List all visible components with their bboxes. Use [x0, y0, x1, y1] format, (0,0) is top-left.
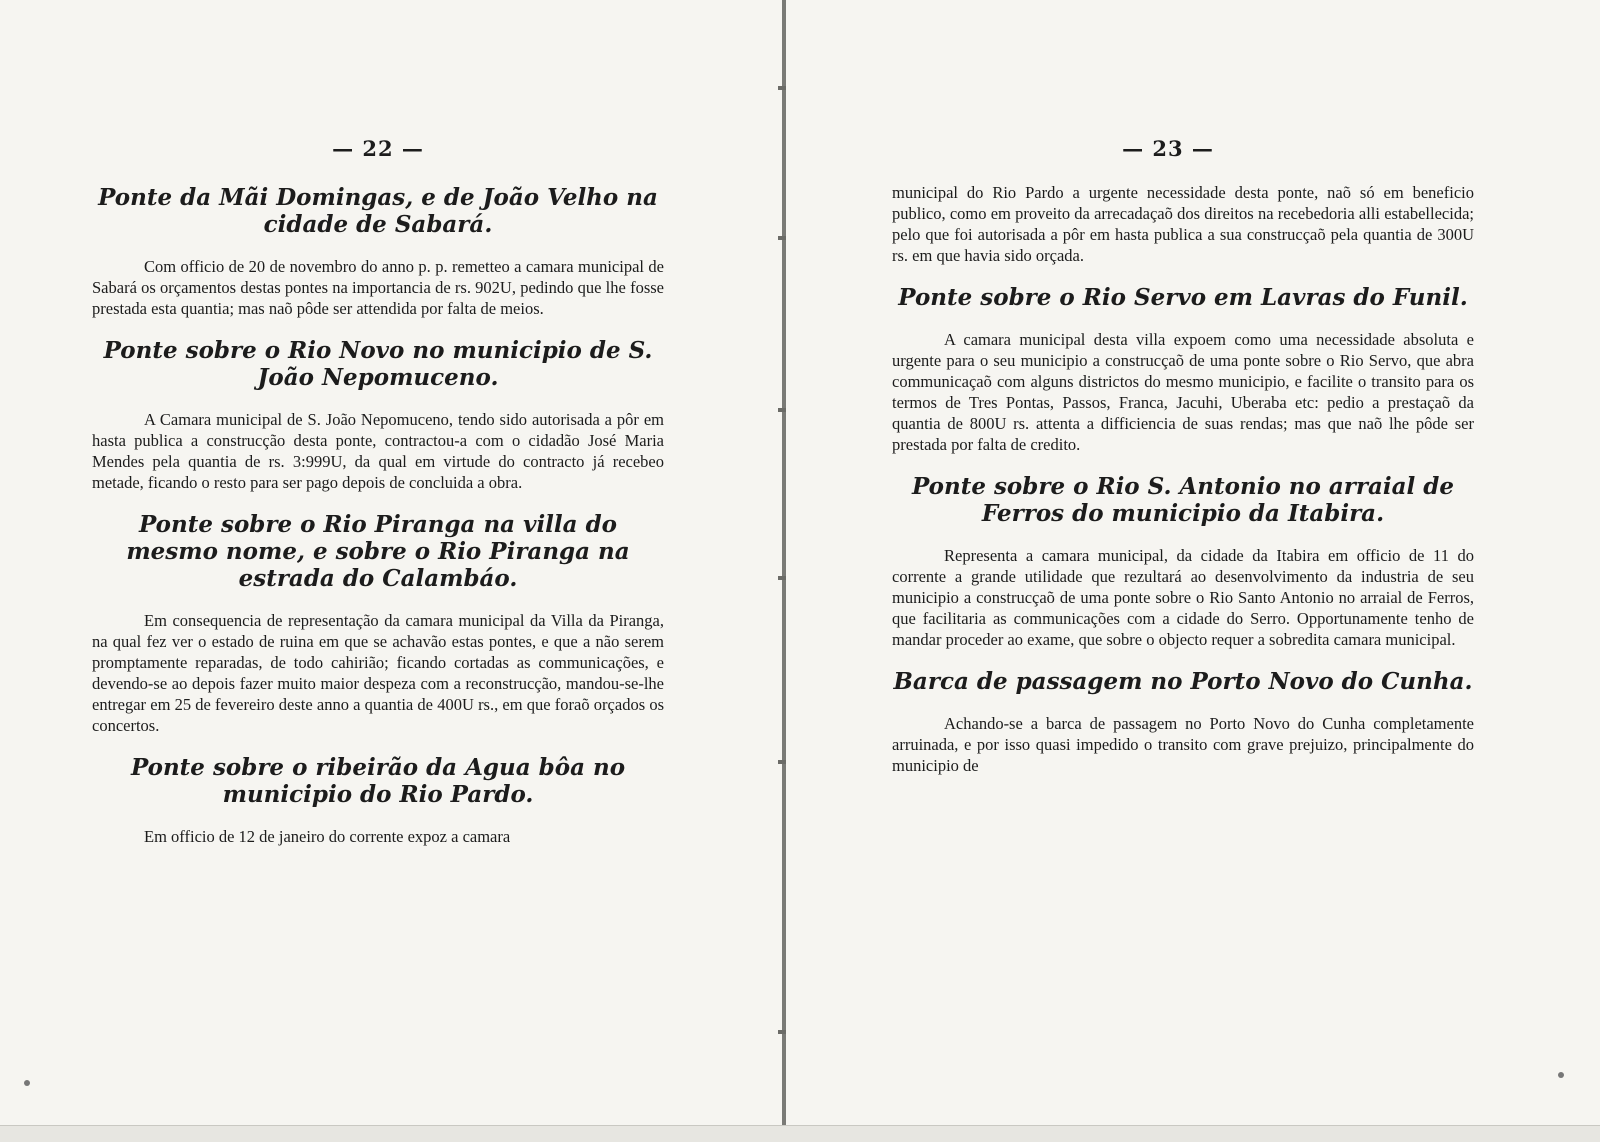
section-body: A camara municipal desta villa expoem como uma necessidade absoluta e urgente para o seu municipio a construcçaõ de uma ponte sobre o Rio Servo, que abra communicaçaõ com alguns districtos do mesmo municipio, e facilite o transito para os termos de Tres Pontas, Passos, Franca, Jacuhi, Uberaba etc: pedio a prestaçaõ da quantia de 800U rs. attenta a difficiencia de suas rendas; mas que naõ lhe pôde ser prestada por falta de credito. — [892, 330, 1474, 454]
left-page-text — [92, 184, 664, 865]
right-page-number: — 23 — — [1122, 136, 1214, 161]
right-page-text — [892, 182, 1474, 794]
speck — [24, 1080, 30, 1086]
section-body: Com officio de 20 de novembro do anno p. p. remetteo a camara municipal de Sabará os orçamentos destas pontes na importancia de rs. 902U, pedindo que lhe fosse prestada esta quantia; mas naõ pôde ser attendida por falta de meios. — [92, 257, 664, 318]
left-page-number: — 22 — — [332, 136, 424, 161]
section-body: A Camara municipal de S. João Nepomuceno, tendo sido autorisada a pôr em hasta publica a construcção desta ponte, contractou-a com o cidadão José Maria Mendes pela quantia de rs. 3:999U, da qual em virtude do contracto já recebeo metade, ficando o resto para ser pago depois de concluida a obra. — [92, 410, 664, 492]
section-body: Representa a camara municipal, da cidade da Itabira em officio de 11 do corrente a grande utilidade que rezultará ao desenvolvimento da industria de seu municipio a construcçaõ de uma ponte sobre o Rio Santo Antonio no arraial de Ferros, que facilitaria as communicações com a cidade do Serro. Opportunamente tenho de mandar proceder ao exame, que sobre o objecto requer a sobredita camara municipal. — [892, 546, 1474, 649]
left-page — [0, 0, 782, 1142]
speck — [1558, 1072, 1564, 1078]
section-heading: Ponte sobre o Rio Servo em Lavras do Funil. — [898, 284, 1468, 311]
section-body: Em officio de 12 de janeiro do corrente expoz a camara — [144, 827, 511, 846]
section-body: Em consequencia de representação da camara municipal da Villa da Piranga, na qual fez ver o estado de ruina em que se achavão estas pontes, e que a não serem promptamente reparadas, de todo cahirião; ficando cortadas as communicações, e devendo-se ao depois fazer muito maior despeza com a reconstrucção, mandou-se-lhe entregar em 25 de fevereiro deste anno a quantia de 400U rs., em que foraõ orçados os concertos. — [92, 611, 664, 735]
continued-paragraph: municipal do Rio Pardo a urgente necessidade desta ponte, naõ só em beneficio publico, como em proveito da arrecadaçaõ dos direitos na recebedoria alli estabellecida; pelo que foi autorisada a pôr em hasta publica a sua construcçaõ pela quantia de 300U rs. em que havia sido orçada. — [892, 183, 1474, 265]
section-heading: Ponte da Mãi Domingas, e de João Velho na cidade de Sabará. — [98, 184, 658, 238]
section-heading: Ponte sobre o Rio Novo no municipio de S. João Nepomuceno. — [103, 337, 653, 391]
section-heading: Ponte sobre o Rio S. Antonio no arraial de Ferros do municipio da Itabira. — [911, 473, 1455, 527]
section-heading: Ponte sobre o ribeirão da Agua bôa no municipio do Rio Pardo. — [130, 754, 626, 808]
section-heading: Ponte sobre o Rio Piranga na villa do mesmo nome, e sobre o Rio Piranga na estrada do Calambáo. — [126, 511, 630, 592]
page-bottom-edge — [0, 1125, 1600, 1142]
section-body: Achando-se a barca de passagem no Porto Novo do Cunha completamente arruinada, e por isso quasi impedido o transito com grave prejuizo, principalmente do municipio de — [892, 714, 1474, 775]
section-heading: Barca de passagem no Porto Novo do Cunha. — [893, 668, 1473, 695]
